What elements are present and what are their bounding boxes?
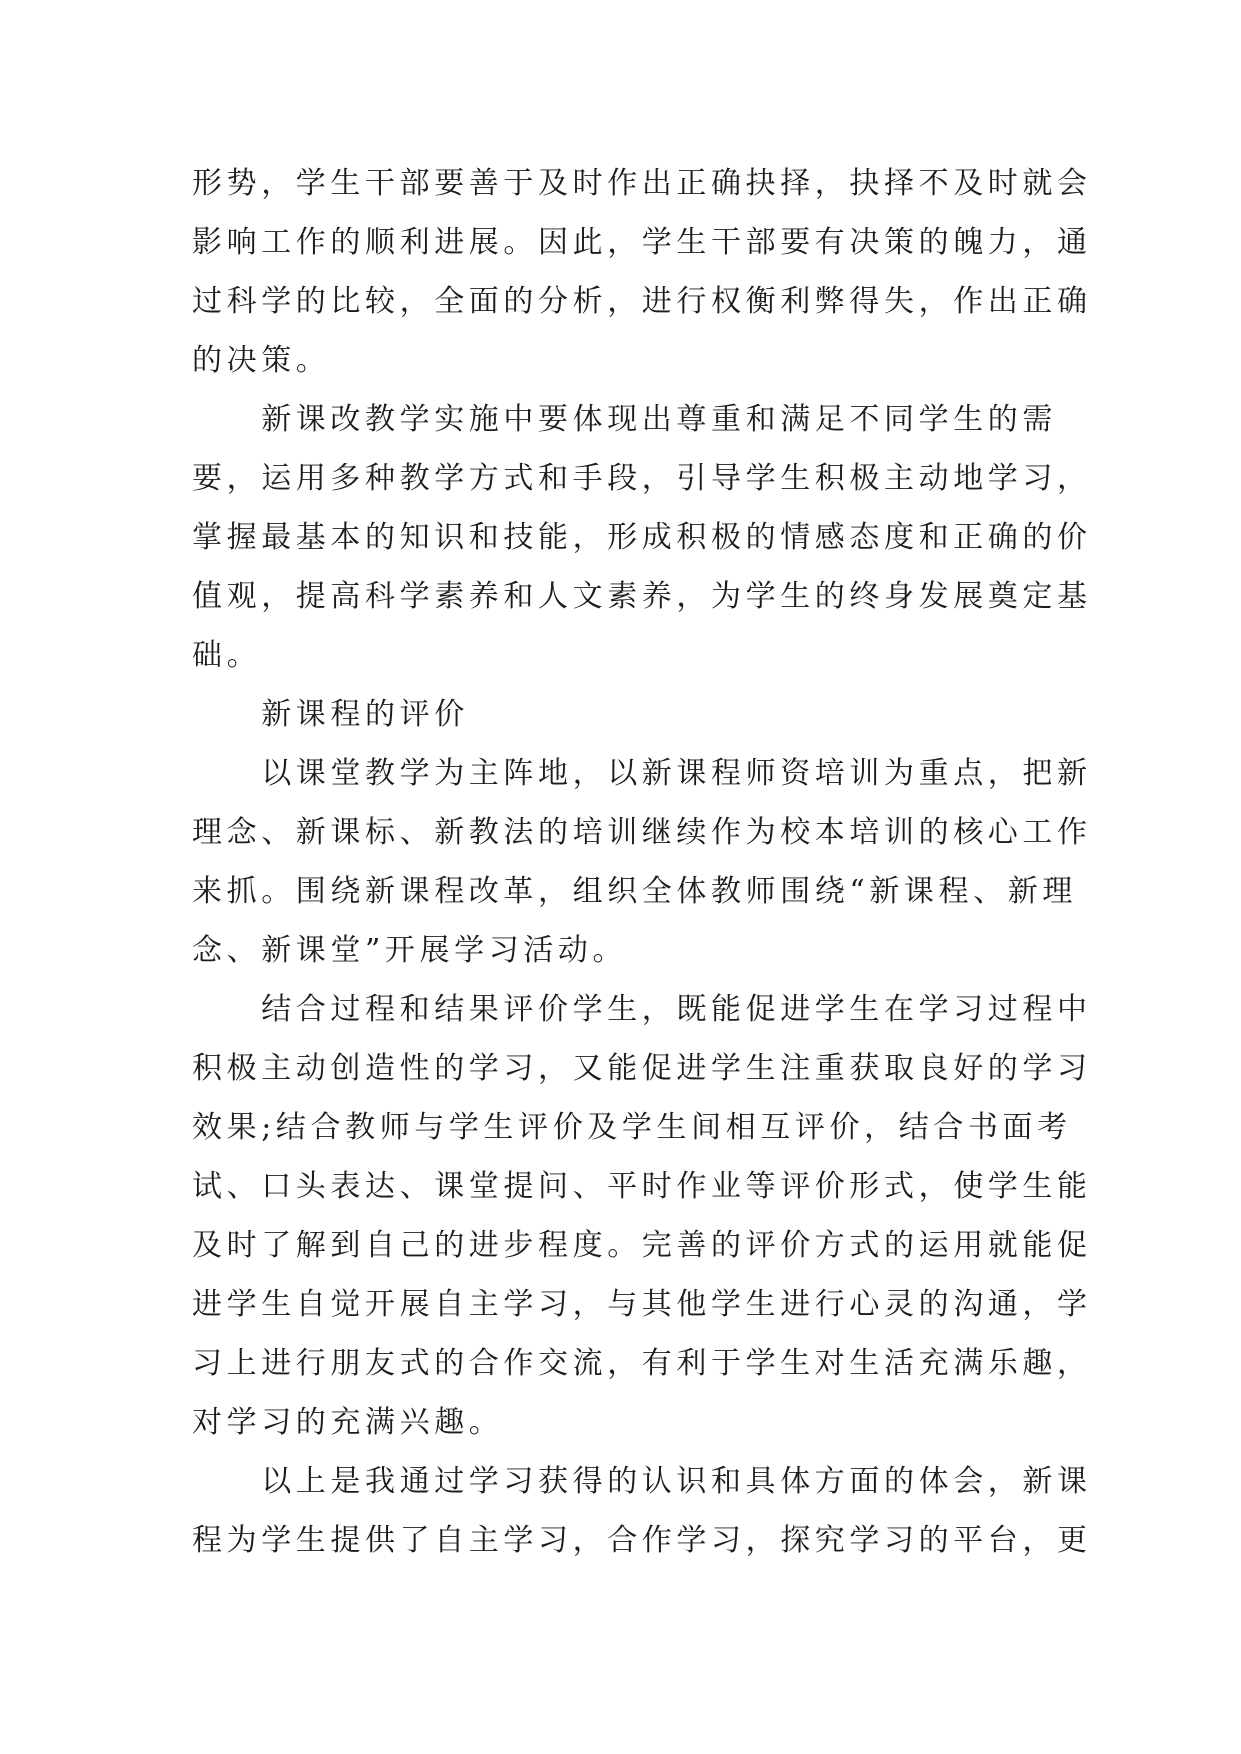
text-line: 对学习的充满兴趣。 bbox=[192, 1405, 504, 1440]
text-line: 结合过程和结果评价学生，既能促进学生在学习过程中 bbox=[192, 992, 1092, 1027]
paragraph-evaluation-methods bbox=[192, 980, 1092, 1452]
paragraph-teacher-training bbox=[192, 744, 1092, 980]
text-line: 形势，学生干部要善于及时作出正确抉择，抉择不及时就会 bbox=[192, 166, 1092, 201]
text-line: 习上进行朋友式的合作交流，有利于学生对生活充满乐趣， bbox=[192, 1346, 1092, 1381]
document-body bbox=[192, 154, 1092, 1570]
text-line: 及时了解到自己的进步程度。完善的评价方式的运用就能促 bbox=[192, 1228, 1092, 1263]
heading-line: 新课程的评价 bbox=[192, 697, 469, 732]
paragraph-summary bbox=[192, 1452, 1092, 1570]
text-line: 以课堂教学为主阵地，以新课程师资培训为重点，把新 bbox=[192, 756, 1092, 791]
text-line: 进学生自觉开展自主学习，与其他学生进行心灵的沟通，学 bbox=[192, 1287, 1092, 1322]
text-line: 积极主动创造性的学习，又能促进学生注重获取良好的学习 bbox=[192, 1051, 1092, 1086]
text-line: 影响工作的顺利进展。因此，学生干部要有决策的魄力，通 bbox=[192, 225, 1092, 260]
section-heading-evaluation bbox=[192, 685, 1052, 744]
text-line: 值观，提高科学素养和人文素养，为学生的终身发展奠定基 bbox=[192, 579, 1092, 614]
text-line: 掌握最基本的知识和技能，形成积极的情感态度和正确的价 bbox=[192, 520, 1092, 555]
text-line: 理念、新课标、新教法的培训继续作为校本培训的核心工作 bbox=[192, 815, 1092, 850]
text-line: 础。 bbox=[192, 638, 262, 673]
text-line: 新课改教学实施中要体现出尊重和满足不同学生的需 bbox=[192, 402, 1057, 437]
text-line: 念、新课堂”开展学习活动。 bbox=[192, 933, 628, 968]
text-line: 程为学生提供了自主学习，合作学习，探究学习的平台，更 bbox=[192, 1523, 1092, 1558]
text-line: 过科学的比较，全面的分析，进行权衡利弊得失，作出正确 bbox=[192, 284, 1092, 319]
text-line: 的决策。 bbox=[192, 343, 331, 378]
paragraph-new-curriculum-teaching bbox=[192, 390, 1092, 685]
text-line: 来抓。围绕新课程改革，组织全体教师围绕“新课程、新理 bbox=[192, 874, 1077, 909]
paragraph-decision bbox=[192, 154, 1092, 390]
text-line: 效果;结合教师与学生评价及学生间相互评价，结合书面考 bbox=[192, 1110, 1072, 1145]
text-line: 以上是我通过学习获得的认识和具体方面的体会，新课 bbox=[192, 1464, 1092, 1499]
text-line: 要，运用多种教学方式和手段，引导学生积极主动地学习， bbox=[192, 461, 1092, 496]
text-line: 试、口头表达、课堂提问、平时作业等评价形式，使学生能 bbox=[192, 1169, 1092, 1204]
